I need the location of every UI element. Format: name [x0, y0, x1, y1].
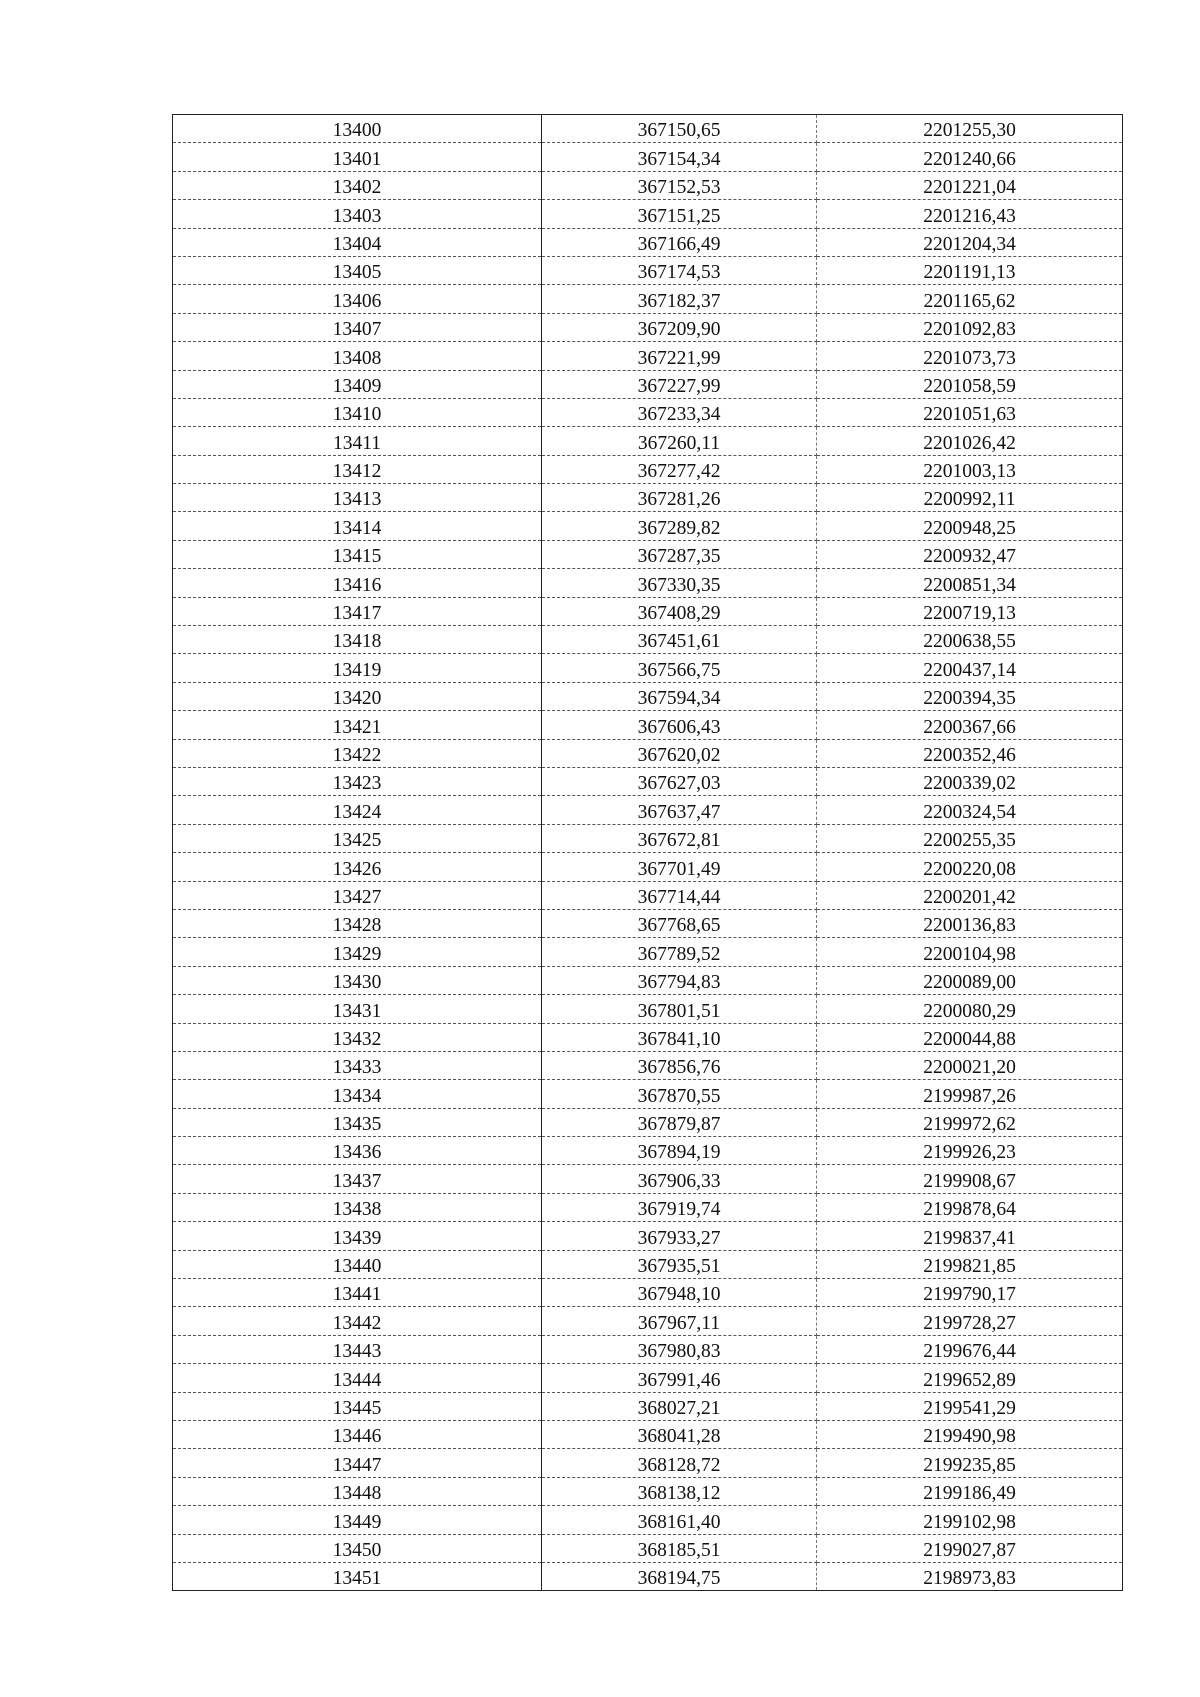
point-number-cell: 13447	[173, 1449, 542, 1477]
x-coordinate-cell: 367221,99	[542, 342, 817, 370]
table-row	[173, 540, 1123, 568]
x-coordinate-cell: 367967,11	[542, 1307, 817, 1335]
point-number-cell: 13440	[173, 1250, 542, 1278]
x-coordinate-cell: 368027,21	[542, 1392, 817, 1420]
table-row	[173, 682, 1123, 710]
x-coordinate-cell: 367287,35	[542, 540, 817, 568]
point-number-cell: 13430	[173, 966, 542, 994]
table-row	[173, 455, 1123, 483]
point-number-cell: 13427	[173, 881, 542, 909]
y-coordinate-cell: 2199790,17	[817, 1279, 1123, 1307]
table-row	[173, 938, 1123, 966]
y-coordinate-cell: 2200719,13	[817, 597, 1123, 625]
point-number-cell: 13417	[173, 597, 542, 625]
point-number-cell: 13428	[173, 909, 542, 937]
table-row	[173, 1307, 1123, 1335]
x-coordinate-cell: 367408,29	[542, 597, 817, 625]
table-row	[173, 1051, 1123, 1079]
x-coordinate-cell: 367606,43	[542, 711, 817, 739]
point-number-cell: 13400	[173, 115, 542, 143]
x-coordinate-cell: 368194,75	[542, 1562, 817, 1590]
point-number-cell: 13444	[173, 1364, 542, 1392]
x-coordinate-cell: 367277,42	[542, 455, 817, 483]
table-row	[173, 1137, 1123, 1165]
table-row	[173, 200, 1123, 228]
x-coordinate-cell: 367620,02	[542, 739, 817, 767]
x-coordinate-cell: 367701,49	[542, 853, 817, 881]
point-number-cell: 13434	[173, 1080, 542, 1108]
x-coordinate-cell: 367794,83	[542, 966, 817, 994]
y-coordinate-cell: 2201216,43	[817, 200, 1123, 228]
point-number-cell: 13413	[173, 484, 542, 512]
x-coordinate-cell: 367627,03	[542, 767, 817, 795]
y-coordinate-cell: 2201165,62	[817, 285, 1123, 313]
x-coordinate-cell: 367151,25	[542, 200, 817, 228]
y-coordinate-cell: 2200255,35	[817, 824, 1123, 852]
table-row	[173, 995, 1123, 1023]
point-number-cell: 13426	[173, 853, 542, 881]
y-coordinate-cell: 2201255,30	[817, 115, 1123, 143]
table-row	[173, 881, 1123, 909]
point-number-cell: 13441	[173, 1279, 542, 1307]
x-coordinate-cell: 368185,51	[542, 1534, 817, 1562]
y-coordinate-cell: 2200394,35	[817, 682, 1123, 710]
point-number-cell: 13436	[173, 1137, 542, 1165]
table-row	[173, 1193, 1123, 1221]
table-row	[173, 1562, 1123, 1590]
y-coordinate-cell: 2201051,63	[817, 398, 1123, 426]
x-coordinate-cell: 367948,10	[542, 1279, 817, 1307]
y-coordinate-cell: 2199652,89	[817, 1364, 1123, 1392]
point-number-cell: 13411	[173, 427, 542, 455]
point-number-cell: 13432	[173, 1023, 542, 1051]
y-coordinate-cell: 2200851,34	[817, 569, 1123, 597]
x-coordinate-cell: 367906,33	[542, 1165, 817, 1193]
y-coordinate-cell: 2200136,83	[817, 909, 1123, 937]
point-number-cell: 13443	[173, 1335, 542, 1363]
table-row	[173, 228, 1123, 256]
y-coordinate-cell: 2200638,55	[817, 626, 1123, 654]
table-row	[173, 1335, 1123, 1363]
x-coordinate-cell: 367672,81	[542, 824, 817, 852]
y-coordinate-cell: 2200437,14	[817, 654, 1123, 682]
point-number-cell: 13419	[173, 654, 542, 682]
y-coordinate-cell: 2199908,67	[817, 1165, 1123, 1193]
table-row	[173, 342, 1123, 370]
x-coordinate-cell: 367289,82	[542, 512, 817, 540]
table-row	[173, 1534, 1123, 1562]
point-number-cell: 13414	[173, 512, 542, 540]
x-coordinate-cell: 367879,87	[542, 1108, 817, 1136]
x-coordinate-cell: 368138,12	[542, 1477, 817, 1505]
x-coordinate-cell: 367933,27	[542, 1222, 817, 1250]
y-coordinate-cell: 2199102,98	[817, 1506, 1123, 1534]
table-row	[173, 909, 1123, 937]
point-number-cell: 13435	[173, 1108, 542, 1136]
table-row	[173, 143, 1123, 171]
table-row	[173, 654, 1123, 682]
point-number-cell: 13433	[173, 1051, 542, 1079]
point-number-cell: 13402	[173, 171, 542, 199]
coordinates-table	[172, 114, 1123, 1591]
table-row	[173, 1506, 1123, 1534]
point-number-cell: 13405	[173, 256, 542, 284]
y-coordinate-cell: 2200021,20	[817, 1051, 1123, 1079]
x-coordinate-cell: 367714,44	[542, 881, 817, 909]
x-coordinate-cell: 367768,65	[542, 909, 817, 937]
point-number-cell: 13439	[173, 1222, 542, 1250]
x-coordinate-cell: 367260,11	[542, 427, 817, 455]
y-coordinate-cell: 2199821,85	[817, 1250, 1123, 1278]
table-row	[173, 1108, 1123, 1136]
y-coordinate-cell: 2200104,98	[817, 938, 1123, 966]
coordinates-table-body	[173, 115, 1123, 1591]
table-row	[173, 1165, 1123, 1193]
y-coordinate-cell: 2199027,87	[817, 1534, 1123, 1562]
x-coordinate-cell: 368041,28	[542, 1420, 817, 1448]
table-row	[173, 313, 1123, 341]
x-coordinate-cell: 367856,76	[542, 1051, 817, 1079]
y-coordinate-cell: 2200044,88	[817, 1023, 1123, 1051]
y-coordinate-cell: 2199728,27	[817, 1307, 1123, 1335]
point-number-cell: 13424	[173, 796, 542, 824]
y-coordinate-cell: 2201073,73	[817, 342, 1123, 370]
table-row	[173, 796, 1123, 824]
point-number-cell: 13451	[173, 1562, 542, 1590]
point-number-cell: 13415	[173, 540, 542, 568]
point-number-cell: 13406	[173, 285, 542, 313]
x-coordinate-cell: 367594,34	[542, 682, 817, 710]
point-number-cell: 13431	[173, 995, 542, 1023]
x-coordinate-cell: 367919,74	[542, 1193, 817, 1221]
x-coordinate-cell: 367566,75	[542, 654, 817, 682]
table-row	[173, 1477, 1123, 1505]
y-coordinate-cell: 2201026,42	[817, 427, 1123, 455]
x-coordinate-cell: 367451,61	[542, 626, 817, 654]
y-coordinate-cell: 2200932,47	[817, 540, 1123, 568]
y-coordinate-cell: 2200992,11	[817, 484, 1123, 512]
x-coordinate-cell: 367935,51	[542, 1250, 817, 1278]
y-coordinate-cell: 2201058,59	[817, 370, 1123, 398]
point-number-cell: 13408	[173, 342, 542, 370]
table-row	[173, 285, 1123, 313]
x-coordinate-cell: 367152,53	[542, 171, 817, 199]
table-row	[173, 256, 1123, 284]
table-row	[173, 1392, 1123, 1420]
y-coordinate-cell: 2199972,62	[817, 1108, 1123, 1136]
table-row	[173, 569, 1123, 597]
x-coordinate-cell: 368128,72	[542, 1449, 817, 1477]
y-coordinate-cell: 2201240,66	[817, 143, 1123, 171]
point-number-cell: 13450	[173, 1534, 542, 1562]
y-coordinate-cell: 2200339,02	[817, 767, 1123, 795]
point-number-cell: 13401	[173, 143, 542, 171]
point-number-cell: 13403	[173, 200, 542, 228]
point-number-cell: 13445	[173, 1392, 542, 1420]
y-coordinate-cell: 2199926,23	[817, 1137, 1123, 1165]
point-number-cell: 13429	[173, 938, 542, 966]
table-row	[173, 767, 1123, 795]
point-number-cell: 13448	[173, 1477, 542, 1505]
x-coordinate-cell: 367150,65	[542, 115, 817, 143]
table-row	[173, 484, 1123, 512]
y-coordinate-cell: 2200948,25	[817, 512, 1123, 540]
y-coordinate-cell: 2199987,26	[817, 1080, 1123, 1108]
x-coordinate-cell: 367801,51	[542, 995, 817, 1023]
x-coordinate-cell: 367991,46	[542, 1364, 817, 1392]
y-coordinate-cell: 2199235,85	[817, 1449, 1123, 1477]
y-coordinate-cell: 2199490,98	[817, 1420, 1123, 1448]
y-coordinate-cell: 2200220,08	[817, 853, 1123, 881]
table-row	[173, 597, 1123, 625]
x-coordinate-cell: 367789,52	[542, 938, 817, 966]
table-row	[173, 824, 1123, 852]
table-row	[173, 1420, 1123, 1448]
x-coordinate-cell: 367233,34	[542, 398, 817, 426]
table-row	[173, 512, 1123, 540]
table-row	[173, 171, 1123, 199]
y-coordinate-cell: 2200324,54	[817, 796, 1123, 824]
point-number-cell: 13449	[173, 1506, 542, 1534]
x-coordinate-cell: 367174,53	[542, 256, 817, 284]
point-number-cell: 13418	[173, 626, 542, 654]
x-coordinate-cell: 367894,19	[542, 1137, 817, 1165]
table-row	[173, 427, 1123, 455]
x-coordinate-cell: 367870,55	[542, 1080, 817, 1108]
y-coordinate-cell: 2201003,13	[817, 455, 1123, 483]
point-number-cell: 13425	[173, 824, 542, 852]
table-row	[173, 966, 1123, 994]
point-number-cell: 13416	[173, 569, 542, 597]
table-row	[173, 1364, 1123, 1392]
x-coordinate-cell: 367227,99	[542, 370, 817, 398]
table-row	[173, 1222, 1123, 1250]
table-row	[173, 853, 1123, 881]
table-row	[173, 1250, 1123, 1278]
point-number-cell: 13438	[173, 1193, 542, 1221]
point-number-cell: 13409	[173, 370, 542, 398]
table-row	[173, 711, 1123, 739]
table-row	[173, 398, 1123, 426]
table-row	[173, 115, 1123, 143]
point-number-cell: 13404	[173, 228, 542, 256]
table-row	[173, 1449, 1123, 1477]
point-number-cell: 13442	[173, 1307, 542, 1335]
table-row	[173, 1023, 1123, 1051]
x-coordinate-cell: 367637,47	[542, 796, 817, 824]
point-number-cell: 13446	[173, 1420, 542, 1448]
point-number-cell: 13423	[173, 767, 542, 795]
y-coordinate-cell: 2199878,64	[817, 1193, 1123, 1221]
x-coordinate-cell: 367182,37	[542, 285, 817, 313]
y-coordinate-cell: 2200352,46	[817, 739, 1123, 767]
x-coordinate-cell: 368161,40	[542, 1506, 817, 1534]
point-number-cell: 13420	[173, 682, 542, 710]
point-number-cell: 13421	[173, 711, 542, 739]
x-coordinate-cell: 367281,26	[542, 484, 817, 512]
y-coordinate-cell: 2200080,29	[817, 995, 1123, 1023]
x-coordinate-cell: 367980,83	[542, 1335, 817, 1363]
y-coordinate-cell: 2199837,41	[817, 1222, 1123, 1250]
table-row	[173, 626, 1123, 654]
y-coordinate-cell: 2201204,34	[817, 228, 1123, 256]
y-coordinate-cell: 2198973,83	[817, 1562, 1123, 1590]
point-number-cell: 13437	[173, 1165, 542, 1193]
point-number-cell: 13412	[173, 455, 542, 483]
point-number-cell: 13410	[173, 398, 542, 426]
y-coordinate-cell: 2199676,44	[817, 1335, 1123, 1363]
y-coordinate-cell: 2201191,13	[817, 256, 1123, 284]
table-row	[173, 370, 1123, 398]
y-coordinate-cell: 2200367,66	[817, 711, 1123, 739]
point-number-cell: 13422	[173, 739, 542, 767]
y-coordinate-cell: 2200089,00	[817, 966, 1123, 994]
x-coordinate-cell: 367154,34	[542, 143, 817, 171]
y-coordinate-cell: 2200201,42	[817, 881, 1123, 909]
table-row	[173, 1080, 1123, 1108]
x-coordinate-cell: 367841,10	[542, 1023, 817, 1051]
x-coordinate-cell: 367209,90	[542, 313, 817, 341]
y-coordinate-cell: 2201092,83	[817, 313, 1123, 341]
table-row	[173, 739, 1123, 767]
x-coordinate-cell: 367330,35	[542, 569, 817, 597]
point-number-cell: 13407	[173, 313, 542, 341]
x-coordinate-cell: 367166,49	[542, 228, 817, 256]
y-coordinate-cell: 2199186,49	[817, 1477, 1123, 1505]
table-row	[173, 1279, 1123, 1307]
y-coordinate-cell: 2199541,29	[817, 1392, 1123, 1420]
y-coordinate-cell: 2201221,04	[817, 171, 1123, 199]
